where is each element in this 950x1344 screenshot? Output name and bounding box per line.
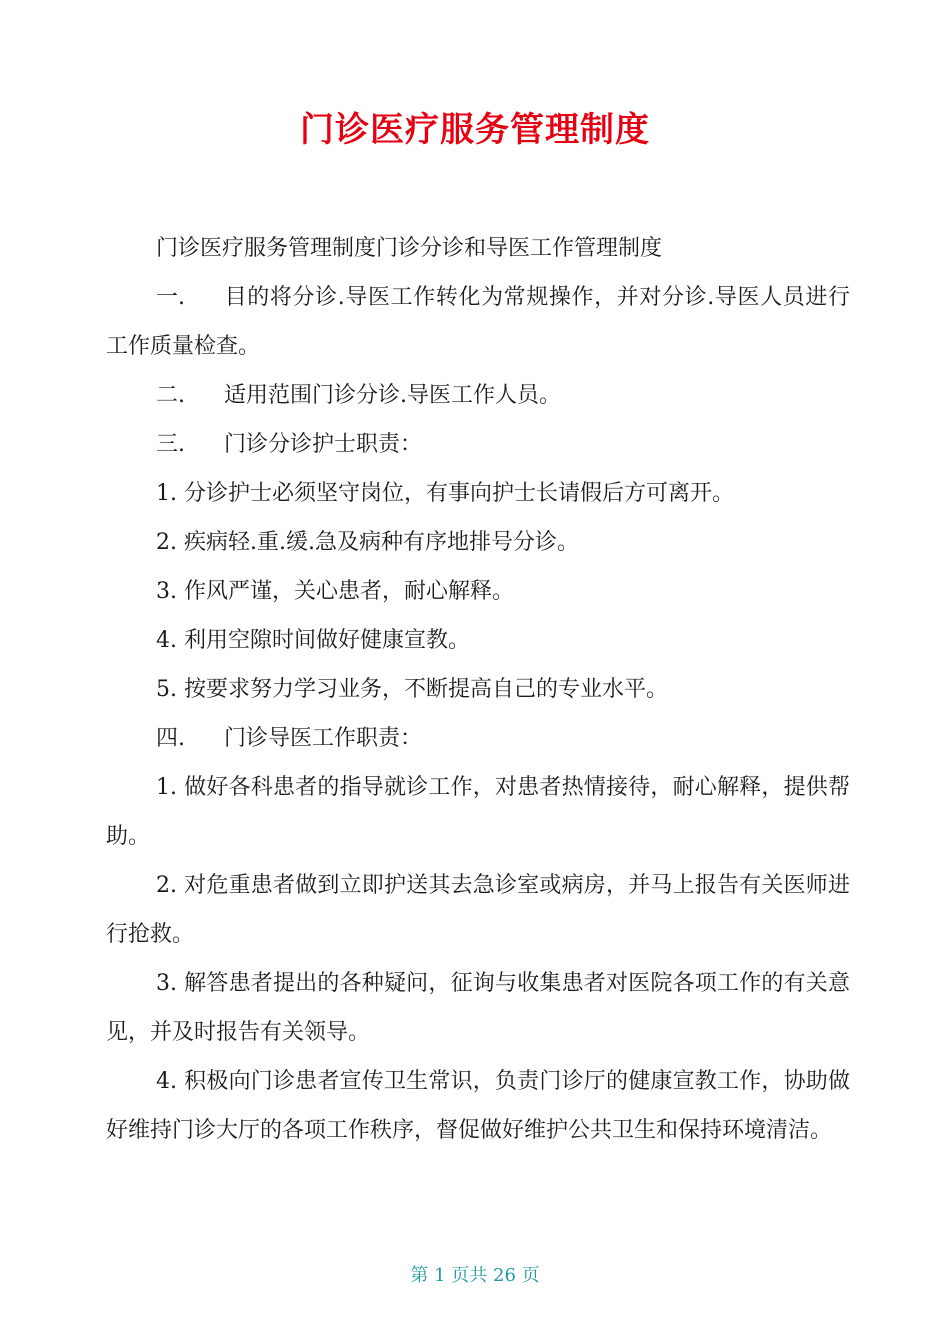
paragraph [106, 959, 850, 1057]
paragraph [106, 469, 850, 518]
paragraph [106, 861, 850, 959]
paragraph-text: 2. 疾病轻.重.缓.急及病种有序地排号分诊。 [156, 530, 579, 555]
section-number: 二. [156, 383, 185, 408]
paragraph-text: 门诊导医工作职责： [224, 726, 423, 751]
paragraph [106, 567, 850, 616]
paragraph [106, 420, 850, 469]
paragraph-text: 4. 利用空隙时间做好健康宣教。 [156, 628, 470, 653]
paragraph-text: 3. 解答患者提出的各种疑问，征询与收集患者对医院各项工作的有关意见，并及时报告有关领导。 [106, 971, 850, 1045]
document-body [106, 224, 850, 1155]
paragraph-text: 1. 分诊护士必须坚守岗位，有事向护士长请假后方可离开。 [156, 481, 734, 506]
paragraph-text: 门诊分诊护士职责： [224, 432, 423, 457]
section-number: 一. [156, 285, 185, 310]
paragraph [106, 224, 850, 273]
paragraph-text: 目的将分诊.导医工作转化为常规操作，并对分诊.导医人员进行工作质量检查。 [106, 285, 850, 359]
paragraph-text: 2. 对危重患者做到立即护送其去急诊室或病房，并马上报告有关医师进行抢救。 [106, 873, 850, 947]
paragraph-text: 门诊医疗服务管理制度门诊分诊和导医工作管理制度 [156, 236, 663, 261]
section-number: 四. [156, 726, 185, 751]
paragraph [106, 273, 850, 371]
paragraph [106, 371, 850, 420]
paragraph [106, 714, 850, 763]
paragraph-text: 3. 作风严谨，关心患者，耐心解释。 [156, 579, 514, 604]
page-number-footer: 第 1 页共 26 页 [410, 1265, 540, 1286]
paragraph [106, 763, 850, 861]
paragraph [106, 1057, 850, 1155]
paragraph [106, 616, 850, 665]
paragraph-text: 适用范围门诊分诊.导医工作人员。 [224, 383, 561, 408]
paragraph [106, 518, 850, 567]
section-number: 三. [156, 432, 185, 457]
paragraph [106, 665, 850, 714]
paragraph-text: 1. 做好各科患者的指导就诊工作，对患者热情接待，耐心解释，提供帮助。 [106, 775, 850, 849]
document-title: 门诊医疗服务管理制度 [300, 110, 650, 150]
paragraph-text: 4. 积极向门诊患者宣传卫生常识，负责门诊厅的健康宣教工作，协助做好维持门诊大厅的各项工作秩序，督促做好维护公共卫生和保持环境清洁。 [106, 1069, 850, 1143]
paragraph-text: 5. 按要求努力学习业务，不断提高自己的专业水平。 [156, 677, 668, 702]
